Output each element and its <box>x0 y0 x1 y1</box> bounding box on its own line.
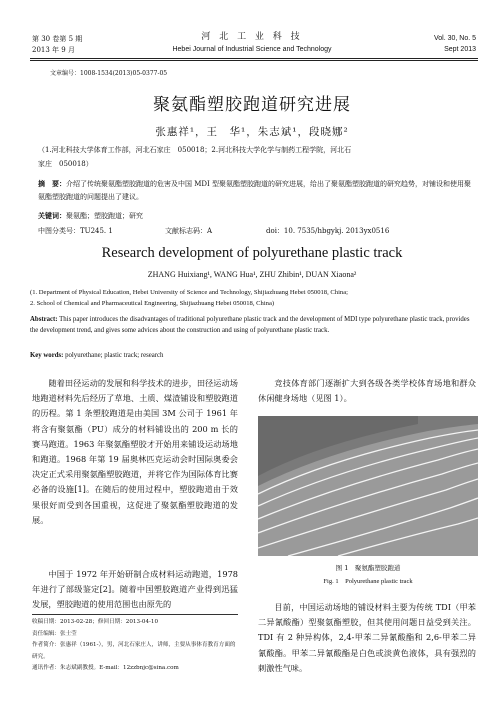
journal-name-cn: 河 北 工 业 科 技 <box>201 32 303 42</box>
affiliation-en-line-1: (1. Department of Physical Education, Hebei University of Science and Technology, Shijiazhuang Hebei 050018, China; <box>30 289 348 296</box>
footnotes <box>32 617 238 675</box>
keywords-cn-text: 聚氨酯；塑胶跑道；研究 <box>66 212 143 220</box>
title-cn: 聚氨酯塑胶跑道研究进展 <box>153 95 351 115</box>
footnote-editor: 责任编辑：张士莹 <box>32 630 77 637</box>
article-number: 文章编号：1008-1534(2013)05-0377-05 <box>50 70 168 77</box>
keywords-cn-label: 关键词： <box>38 211 66 220</box>
affiliation-en-line-2: 2. School of Chemical and Pharmaceutical Engineering, Shijiazhuang Hebei 050018, China) <box>30 300 275 307</box>
abstract-en-text: This paper introduces the disadvantages of traditional polyurethane plastic track and the development of MDI type polyurethane plastic track, provides the development trend, and gives some advices about the construction and using of polyurethane plastic track. <box>30 316 470 334</box>
footnote-corresponding: 通讯作者：朱志斌副教授。E-mail：12zzbnjc@sina.com <box>32 665 179 671</box>
header-rule-2 <box>30 60 478 61</box>
authors-cn: 张惠祥¹，王 华¹，朱志斌¹，段晓娜² <box>155 126 349 138</box>
volume-issue-cn: 第 30 卷第 5 期 <box>32 35 83 43</box>
abstract-cn-label: 摘 要： <box>38 179 66 188</box>
date-cn: 2013 年 9 月 <box>32 46 75 54</box>
document-code: 文献标志码：A <box>165 227 213 235</box>
body-left-paragraph-1: 随着田径运动的发展和科学技术的进步，田径运动场地跑道材料先后经历了草地、土质、煤渣铺设和塑胶跑道的历程。第 1 条塑胶跑道是由美国 3M 公司于 1961 年将含有聚氨酯（PU）成分的材料铺设出的 200 m 长的赛马跑道。1963 年聚氨酯塑胶才开始用来铺设运动场地和跑道。1968 年第 19 届奥林匹克运动会时国际奥委会决定正式采用聚氨酯塑胶跑道，并将它作为国际体育比赛必备的设施[1]。在随后的使用过程中，塑胶跑道由于效果很好而受到各国重视，这促进了聚氨酯塑胶跑道的发展。 <box>32 378 238 525</box>
footnote-received: 收稿日期：2013-02-28；修回日期：2013-04-10 <box>32 619 159 625</box>
header-rule <box>30 58 478 59</box>
doi: doi：10. 7535/hbgykj. 2013yx0516 <box>266 227 390 235</box>
body-right-paragraph-1: 竞技体育部门逐渐扩大到各级各类学校体育场地和群众休闲健身场地（见图 1）。 <box>258 378 476 404</box>
abstract-en-label: Abstract: <box>30 316 58 323</box>
title-en: Research development of polyurethane plastic track <box>101 245 403 261</box>
volume-issue-en: Vol. 30, No. 5 <box>433 35 476 42</box>
figure-1-track-photo <box>258 416 478 556</box>
abstract-cn-text: 介绍了传统聚氨酯塑胶跑道的危害及中国 MDI 型聚氨酯塑胶跑道的研究进展，给出了聚氨酯塑胶跑道的研究趋势，对铺设和使用聚氨酯塑胶跑道的问题提出了建议。 <box>38 180 471 201</box>
keywords-en-text: polyurethane; plastic track; research <box>65 352 164 359</box>
date-en: Sept 2013 <box>444 46 476 53</box>
figure-1-caption-cn: 图 1 聚氨酯塑胶跑道 <box>335 564 401 572</box>
keywords-cn <box>38 209 143 223</box>
footnote-rule <box>32 614 238 615</box>
clc-number: 中图分类号：TU245. 1 <box>38 227 113 235</box>
affiliation-cn-line-1: （1.河北科技大学体育工作部，河北石家庄 050018；2.河北科技大学化学与制药工程学院，河北石 <box>38 146 352 154</box>
affiliation-cn-line-2: 家庄 050018） <box>38 160 93 168</box>
authors-en: ZHANG Huixiang¹, WANG Hua¹, ZHU Zhibin¹, DUAN Xiaona² <box>147 270 357 279</box>
footnote-author-bio: 作者简介：张惠祥（1961-），男，河北石家庄人，讲师，主要从事体育教育方面的研究。 <box>32 642 236 660</box>
body-left-paragraph-2: 中国于 1972 年开始研制合成材料运动跑道，1978 年进行了部级鉴定[2]。随着中国塑胶跑道产业得到迅猛发展，塑胶跑道的使用范围也由原先的 <box>32 569 238 610</box>
journal-name-en: Hebei Journal of Industrial Science and Technology <box>172 46 332 53</box>
body-right-paragraph-2: 目前，中国运动场地的铺设材料主要为传统 TDI（甲苯二异氰酸酯）型聚氨酯塑胶，但其使用问题日益受到关注。TDI 有 2 种异构体，2,4-甲苯二异氰酸酯和 2,6-甲苯二异氰酸酯。甲苯二异氰酸酯是白色或淡黄色液体，具有强烈的刺激性气味。 <box>258 602 476 673</box>
abstract-en <box>30 314 478 336</box>
keywords-en-label: Key words: <box>30 352 64 359</box>
abstract-cn <box>38 177 474 204</box>
keywords-en <box>30 350 478 361</box>
figure-1-caption-en: Fig. 1 Polyurethane plastic track <box>323 578 413 585</box>
